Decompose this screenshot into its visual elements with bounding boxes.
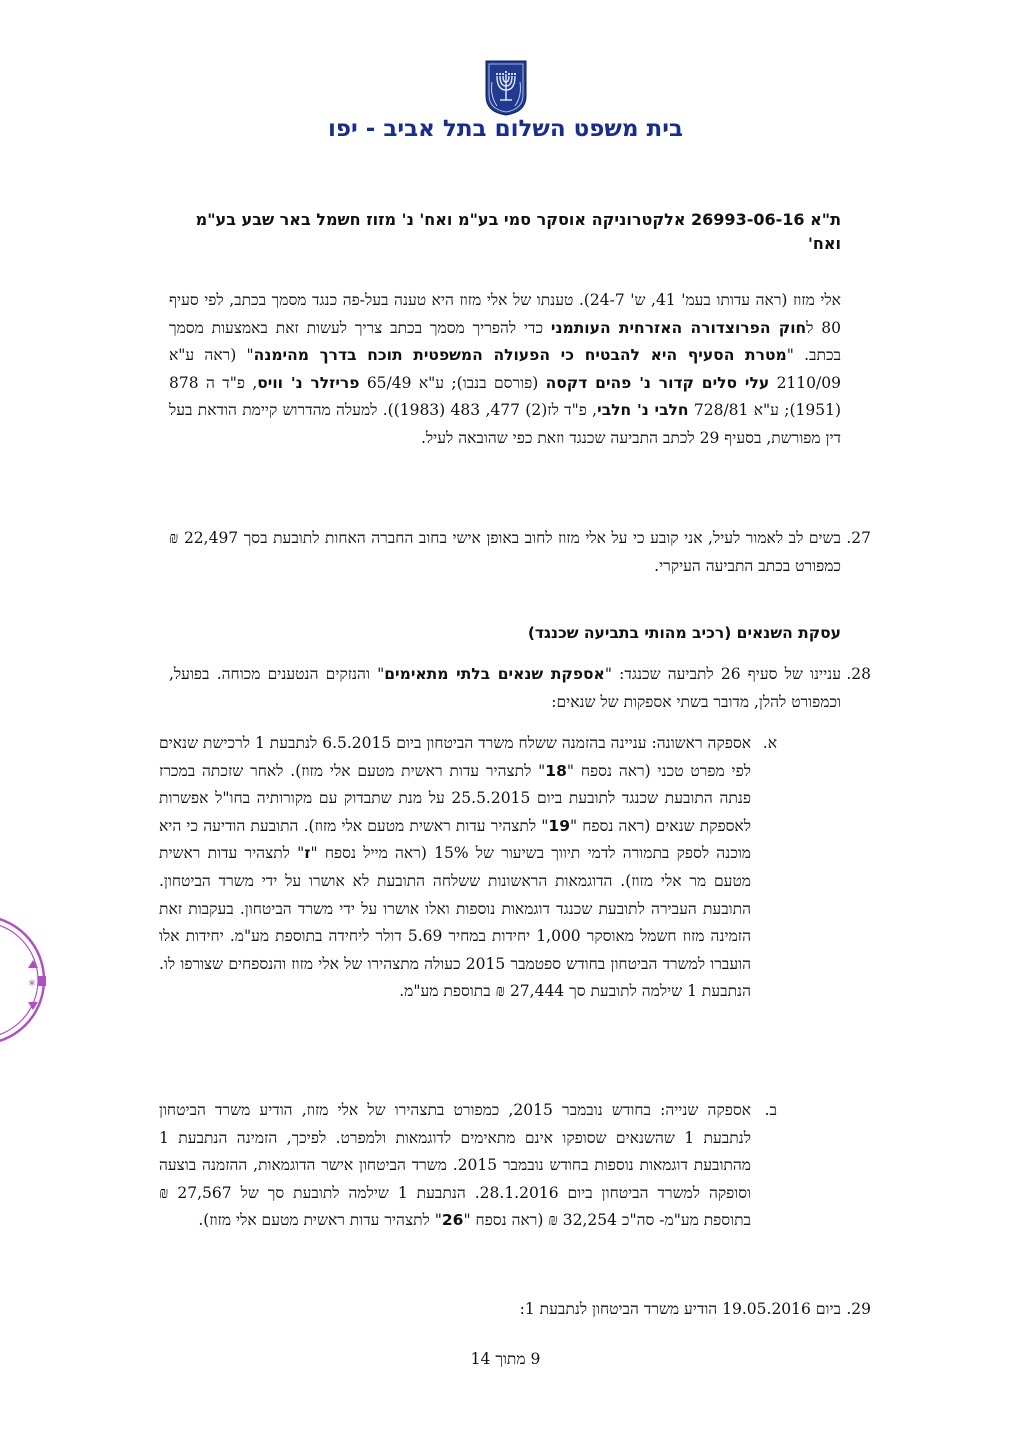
- israel-emblem-icon: [485, 60, 527, 116]
- page-number: 9 מתוך 14: [470, 1350, 541, 1368]
- subparagraph-a: אספקה ראשונה: עניינה בהזמנה ששלח משרד הביטחון ביום 6.5.2015 לנתבעת 1 לרכישת שנאים לפי מפרט טכני (ראה נספח "18" לתצהיר עדות ראשית מטעם אלי מזוז). לאחר שזכתה במכרז פנתה התובעת שכנגד לתובעת ביום 25.5.2015 על מנת שתבדוק עם מקורותיה בחו"ל אפשרות לאספקת שנאים (ראה נספח "19" לתצהיר עדות ראשית מטעם אלי מזוז). התובעת הודיעה כי היא מוכנה לספק בתמורה לדמי תיווך בשיעור של 15% (ראה מייל נספח "ז" לתצהיר עדות ראשית מטעם מר אלי מזוז). הדוגמאות הראשונות ששלחה התובעת לא אושרו על ידי משרד הביטחון. התובעת העבירה לתובעת שכנגד דוגמאות נוספות ואלו אושרו על ידי משרד הביטחון. בעקבות זאת הזמינה מזוז חשמל מאוסקר 1,000 יחידות במחיר 5.69 דולר ליחידה בתוספת מע"מ. יחידות אלו הועברו למשרד הביטחון בחודש ספטמבר 2015 כעולה מתצהירו של אלי מזוז והנספחים שצורפו לו. הנתבעת 1 שילמה לתובעת סך 27,444 ₪ בתוספת מע"מ.: [159, 734, 752, 1001]
- svg-text:*: *: [28, 978, 36, 994]
- court-name: בית משפט השלום בתל אביב - יפו: [327, 116, 684, 142]
- paragraph-29: ביום 19.05.2016 הודיע משרד הביטחון לנתבעת 1:: [519, 1300, 841, 1318]
- case-title: ת"א 26993-06-16 אלקטרוניקה אוסקר סמי בע"מ ואח' נ' מזוז חשמל באר שבע בע"מ ואח': [195, 210, 841, 253]
- paragraph-28: עניינו של סעיף 26 לתביעה שכנגד: "אספקת שנאים בלתי מתאימים" והנזקים הנטענים מכוחה. בפועל, וכמפורט להלן, מדובר בשתי אספקות של שנאים:: [169, 665, 841, 711]
- paragraph-27-number: 27.: [846, 529, 871, 547]
- section-heading: עסקת השנאים (רכיב מהותי בתביעה שכנגד): [527, 624, 841, 642]
- subparagraph-a-marker: א.: [762, 734, 777, 752]
- subparagraph-b: אספקה שנייה: בחודש נובמבר 2015, כמפורט בתצהירו של אלי מזוז, הודיע משרד הביטחון לנתבעת 1 שהשנאים שסופקו אינם מתאימים לדוגמאות ולמפרט. לפיכך, הזמינה הנתבעת 1 מהתובעת דוגמאות נוספות בחודש נובמבר 2015. משרד הביטחון אישר הדוגמאות, ההזמנה בוצעה וסופקה למשרד הביטחון ביום 28.1.2016. הנתבעת 1 שילמה לתובעת סך של 27,567 ₪ בתוספת מע"מ- סה"כ 32,254 ₪ (ראה נספח "26" לתצהיר עדות ראשית מטעם אלי מזוז).: [159, 1101, 752, 1230]
- court-seal-stamp-icon: [0, 910, 50, 1050]
- subparagraph-b-marker: ב.: [764, 1101, 777, 1119]
- paragraph-29-number: 29.: [846, 1300, 871, 1318]
- paragraph-26-continuation: אלי מזוז (ראה עדותו בעמ' 41, ש' 24-7). טענתו של אלי מזוז היא טענה בעל-פה כנגד מסמך בכתב, לפי סעיף 80 לחוק הפרוצדורה האזרחית העותמני כדי להפריך מסמך בכתב צריך לעשות זאת באמצעות מסמך בכתב. "מטרת הסעיף היא להבטיח כי הפעולה המשפטית תוכח בדרך מהימנה" (ראה ע"א 2110/09 עלי סלים קדור נ' פהים דקסה (פורסם בנבו); ע"א 65/49 פריזלר נ' וויס, פ"ד ה 878 (1951); ע"א 728/81 חלבי נ' חלבי, פ"ד לז(2) 477, 483 (1983)). למעלה מהדרוש קיימת הודאת בעל דין מפורשת, בסעיף 29 לכתב התביעה שכנגד וזאת כפי שהובאה לעיל.: [169, 291, 842, 447]
- paragraph-27: בשים לב לאמור לעיל, אני קובע כי על אלי מזוז לחוב באופן אישי בחוב החברה האחות לתובעת בסך 22,497 ₪ כמפורט בכתב התביעה העיקרי.: [169, 529, 842, 575]
- paragraph-28-number: 28.: [846, 665, 871, 683]
